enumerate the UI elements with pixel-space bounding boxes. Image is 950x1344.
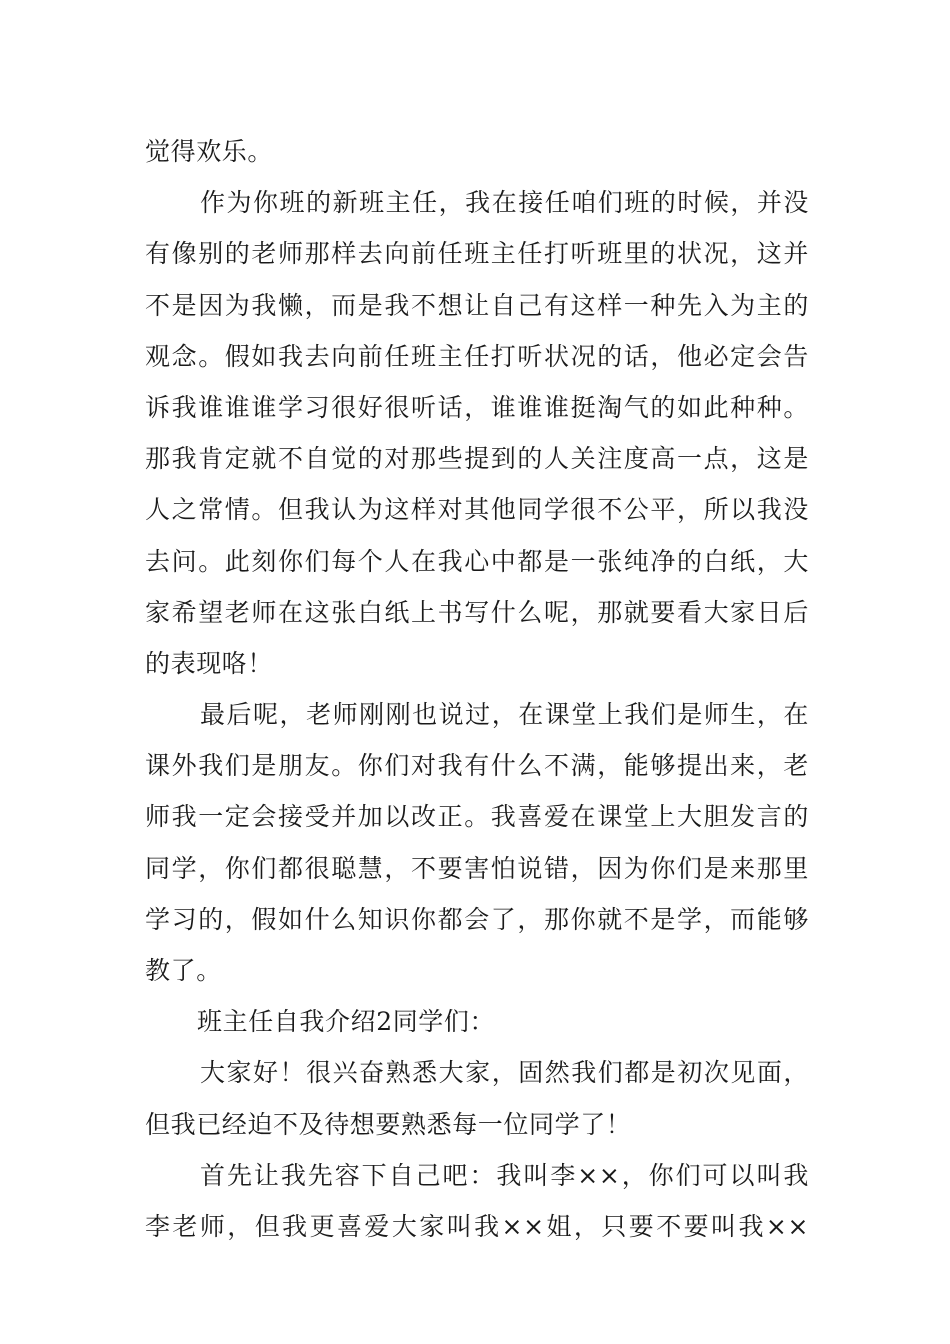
paragraph-finally [145,689,809,996]
text-line: 的表现咯！ [145,648,274,678]
text-line: 去问。此刻你们每个人在我心中都是一张纯净的白纸，大 [145,546,809,576]
text-line: 首先让我先容下自己吧：我叫李××，你们可以叫我 [200,1160,809,1190]
text-line: 大家好！很兴奋熟悉大家，固然我们都是初次见面， [200,1058,809,1088]
text-line: 师我一定会接受并加以改正。我喜爱在课堂上大胆发言的 [145,802,809,832]
text-line: 作为你班的新班主任，我在接任咱们班的时候，并没 [200,188,809,218]
text-line: 李老师，但我更喜爱大家叫我××姐，只要不要叫我×× [145,1211,809,1241]
text-line: 课外我们是朋友。你们对我有什么不满，能够提出来，老 [145,751,809,781]
text-line: 学习的，假如什么知识你都会了，那你就不是学，而能够 [145,904,809,934]
text-line: 观念。假如我去向前任班主任打听状况的话，他必定会告 [145,341,809,371]
heading-text: 班主任自我介绍2同学们： [197,1007,496,1037]
text-line: 但我已经迫不及待想要熟悉每一位同学了！ [145,1109,632,1139]
text-line: 那我肯定就不自觉的对那些提到的人关注度高一点，这是 [145,444,809,474]
text-line: 人之常情。但我认为这样对其他同学很不公平，所以我没 [145,495,809,525]
text-line: 诉我谁谁谁学习很好很听话，谁谁谁挺淘气的如此种种。 [145,392,809,422]
paragraph-self-intro [145,1150,809,1252]
paragraph-continuation [145,126,809,177]
text-line: 觉得欢乐。 [145,137,274,166]
text-line: 最后呢，老师刚刚也说过，在课堂上我们是师生，在 [200,700,809,730]
text-line: 同学，你们都很聪慧，不要害怕说错，因为你们是来那里 [145,853,809,883]
document-page [145,126,809,1252]
text-line: 教了。 [145,956,222,985]
text-line: 有像别的老师那样去向前任班主任打听班里的状况，这并 [145,239,809,269]
paragraph-new-head-teacher [145,177,809,689]
text-line: 不是因为我懒，而是我不想让自己有这样一种先入为主的 [145,290,809,320]
section-heading [145,996,809,1047]
text-line: 家希望老师在这张白纸上书写什么呢，那就要看大家日后 [145,597,809,627]
paragraph-greeting [145,1047,809,1149]
